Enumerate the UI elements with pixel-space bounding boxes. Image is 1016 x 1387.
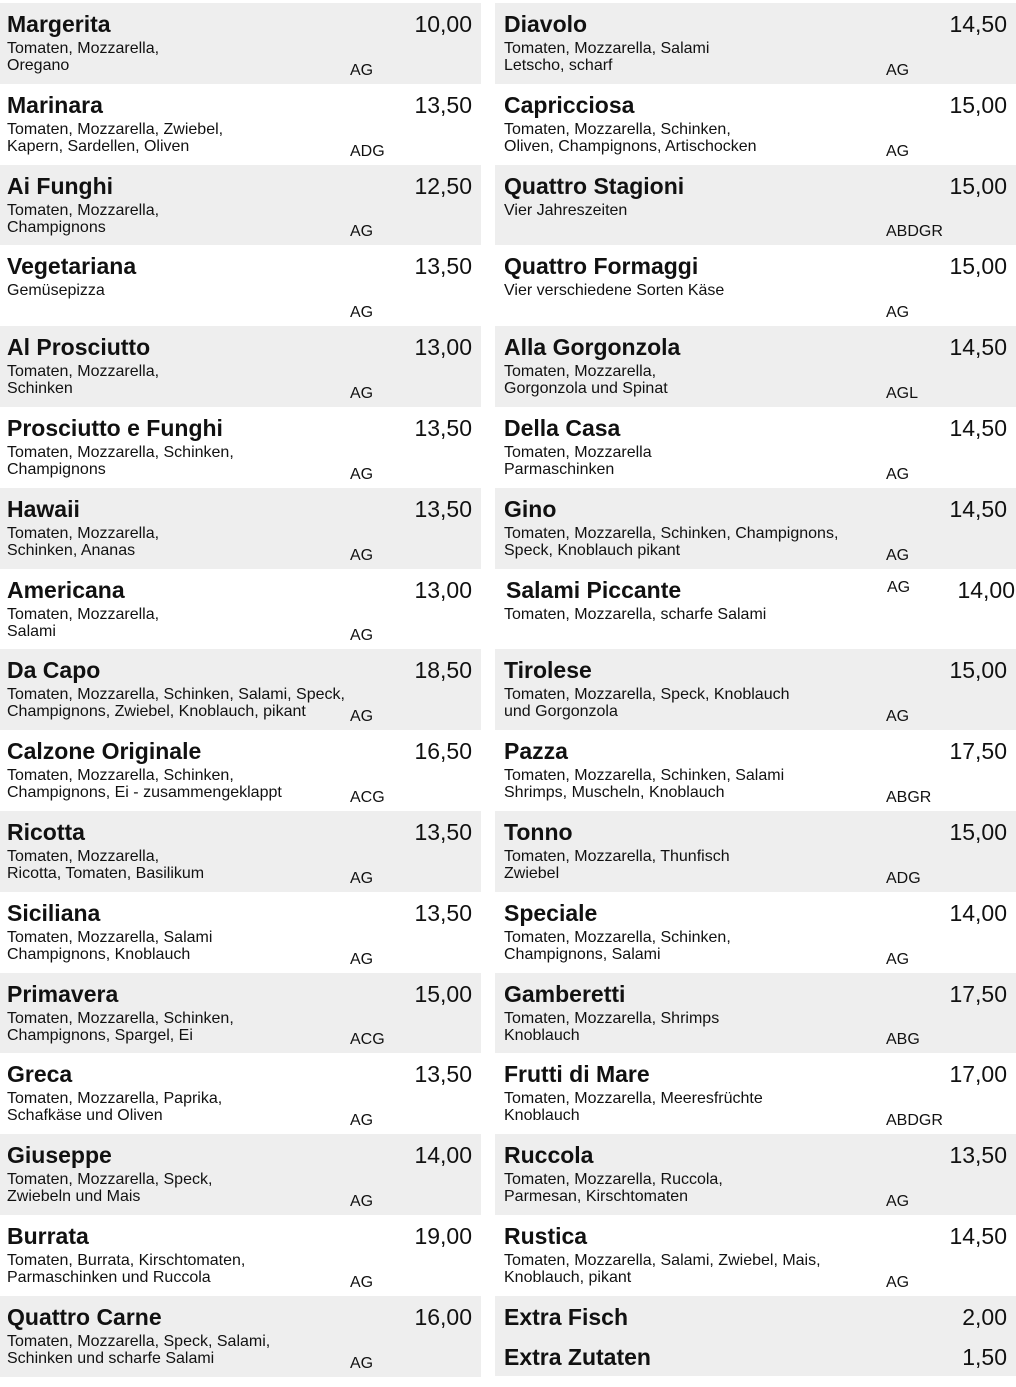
menu-item	[0, 488, 481, 569]
item-price: 17,50	[949, 738, 1007, 765]
item-allergen-code: AG	[350, 546, 374, 564]
item-description: Tomaten, Mozzarella, Schinken, Salami Shrimps, Muscheln, Knoblauch	[504, 767, 785, 802]
menu-column-right	[495, 3, 1016, 1387]
item-price: 13,50	[414, 414, 472, 441]
item-price: 13,50	[414, 91, 472, 118]
item-price: 14,00	[957, 576, 1015, 603]
item-description: Tomaten, Mozzarella, Salami Champignons, Knoblauch	[7, 928, 213, 963]
item-description: Tomaten, Mozzarella, Oregano	[7, 40, 160, 74]
item-allergen-code: ABDGR	[886, 223, 943, 241]
item-allergen-code: ACG	[350, 1031, 385, 1049]
extra-item	[495, 1336, 1016, 1376]
item-price: 10,00	[414, 11, 472, 37]
item-description: Tomaten, Mozzarella, Schinken, Champignons, Ei - zusammengeklappt	[7, 767, 282, 802]
item-price: 15,00	[949, 657, 1007, 684]
item-name: Pazza	[504, 738, 568, 765]
item-price: 14,50	[949, 11, 1007, 37]
item-name: Gamberetti	[504, 980, 626, 1007]
item-allergen-code: AGL	[886, 384, 919, 402]
item-description: Tomaten, Mozzarella, Shrimps Knoblauch	[504, 1009, 720, 1044]
item-name: Margerita	[7, 11, 111, 37]
extra-price: 2,00	[962, 1303, 1007, 1330]
item-price: 13,00	[414, 576, 472, 603]
item-allergen-code: ABG	[886, 1031, 920, 1049]
item-allergen-code: AG	[350, 223, 374, 241]
item-price: 14,50	[949, 414, 1007, 441]
item-description: Tomaten, Mozzarella, Paprika, Schafkäse und Oliven	[7, 1090, 223, 1125]
menu-item	[0, 730, 481, 811]
item-description: Gemüsepizza	[7, 282, 105, 300]
item-allergen-code: AG	[886, 708, 910, 726]
item-name: Capricciosa	[504, 91, 635, 118]
menu-item	[495, 488, 1016, 569]
item-name: Giuseppe	[7, 1142, 112, 1169]
item-price: 15,00	[949, 253, 1007, 280]
item-price: 16,00	[414, 1303, 472, 1330]
item-price: 14,50	[949, 334, 1007, 361]
item-description: Tomaten, Mozzarella, Schinken, Champignons, Salami	[504, 928, 731, 963]
item-name: Da Capo	[7, 657, 101, 684]
item-allergen-code: AG	[350, 304, 374, 322]
item-allergen-code: AG	[886, 142, 910, 160]
item-allergen-code: AG	[350, 1354, 374, 1372]
menu-item	[495, 165, 1016, 246]
item-allergen-code: AG	[886, 950, 910, 968]
menu-column-left	[0, 3, 481, 1387]
menu-item	[0, 973, 481, 1054]
item-description: Tomaten, Mozzarella, Salami, Zwiebel, Mais, Knoblauch, pikant	[504, 1251, 821, 1286]
item-description: Tomaten, Mozzarella, Schinken, Salami, Speck, Champignons, Zwiebel, Knoblauch, pikant	[7, 686, 345, 721]
menu-item	[495, 245, 1016, 326]
item-allergen-code: AG	[350, 384, 374, 402]
item-name: Quattro Stagioni	[504, 172, 685, 199]
item-price: 14,00	[414, 1142, 472, 1169]
item-description: Tomaten, Mozzarella, Meeresfrüchte Knoblauch	[504, 1090, 763, 1125]
item-allergen-code: AG	[886, 465, 910, 483]
item-name: Della Casa	[504, 414, 621, 441]
item-name: Tonno	[504, 818, 573, 845]
item-name: Ruccola	[504, 1142, 594, 1169]
item-allergen-code: ADG	[886, 869, 921, 887]
menu-item	[495, 811, 1016, 892]
item-price: 13,50	[414, 1061, 472, 1088]
menu-item	[495, 649, 1016, 730]
item-price: 19,00	[414, 1222, 472, 1249]
item-description: Tomaten, Mozzarella, Schinken, Champignons, Spargel, Ei	[7, 1009, 234, 1044]
item-price: 13,50	[414, 253, 472, 280]
item-allergen-code: AG	[887, 578, 911, 596]
item-price: 14,50	[949, 495, 1007, 522]
item-description: Tomaten, Mozzarella, Speck, Knoblauch und Gorgonzola	[504, 686, 790, 721]
item-name: Siciliana	[7, 899, 101, 926]
item-price: 16,50	[414, 738, 472, 765]
extra-item	[495, 1296, 1016, 1336]
item-description: Tomaten, Mozzarella, scharfe Salami	[504, 605, 767, 623]
item-name: Salami Piccante	[506, 576, 682, 603]
item-name: Quattro Formaggi	[504, 253, 699, 280]
menu-item	[0, 1134, 481, 1215]
extra-name: Extra Fisch	[504, 1303, 628, 1330]
item-allergen-code: ACG	[350, 788, 385, 806]
item-name: Speciale	[504, 899, 598, 926]
item-description: Vier verschiedene Sorten Käse	[504, 282, 725, 300]
item-name: Ai Funghi	[7, 172, 114, 199]
item-description: Tomaten, Mozzarella, Speck, Salami, Schinken und scharfe Salami	[7, 1332, 271, 1367]
item-name: Al Prosciutto	[7, 334, 151, 361]
item-price: 13,50	[414, 899, 472, 926]
item-description: Tomaten, Mozzarella, Speck, Zwiebeln und Mais	[7, 1171, 213, 1206]
item-price: 17,00	[949, 1061, 1007, 1088]
extra-price: 1,50	[962, 1343, 1007, 1370]
item-price: 17,50	[949, 980, 1007, 1007]
menu-item	[495, 892, 1016, 973]
item-price: 13,00	[414, 334, 472, 361]
item-price: 15,00	[949, 818, 1007, 845]
item-name: Frutti di Mare	[504, 1061, 650, 1088]
item-name: Greca	[7, 1061, 73, 1088]
item-description: Tomaten, Mozzarella, Schinken, Champignons	[7, 443, 234, 478]
menu-item	[0, 326, 481, 407]
item-description: Tomaten, Mozzarella, Ricotta, Tomaten, Basilikum	[7, 847, 205, 882]
item-allergen-code: AG	[886, 1273, 910, 1291]
item-description: Tomaten, Mozzarella, Champignons	[7, 201, 160, 236]
item-allergen-code: AG	[350, 465, 374, 483]
item-price: 13,50	[414, 495, 472, 522]
item-allergen-code: AG	[350, 1273, 374, 1291]
item-allergen-code: AG	[350, 950, 374, 968]
item-name: Alla Gorgonzola	[504, 334, 681, 361]
menu-item	[0, 892, 481, 973]
item-allergen-code: AG	[886, 304, 910, 322]
item-name: Calzone Originale	[7, 738, 202, 765]
menu-item	[0, 407, 481, 488]
item-description: Tomaten, Mozzarella, Salami	[7, 605, 160, 640]
menu-item	[0, 245, 481, 326]
menu-item	[495, 1215, 1016, 1296]
item-description: Tomaten, Mozzarella Parmaschinken	[504, 443, 652, 478]
item-allergen-code: AG	[886, 546, 910, 564]
item-description: Tomaten, Mozzarella, Salami Letscho, scharf	[504, 40, 710, 74]
item-price: 15,00	[949, 172, 1007, 199]
item-name: Americana	[7, 576, 125, 603]
item-price: 13,50	[949, 1142, 1007, 1169]
menu-item	[0, 1215, 481, 1296]
item-allergen-code: ADG	[350, 142, 385, 160]
extra-name: Extra Zutaten	[504, 1343, 651, 1370]
item-name: Ricotta	[7, 818, 85, 845]
menu-item	[495, 1053, 1016, 1134]
item-price: 15,00	[414, 980, 472, 1007]
menu-item	[0, 649, 481, 730]
item-price: 14,00	[949, 899, 1007, 926]
item-name: Primavera	[7, 980, 119, 1007]
item-price: 12,50	[414, 172, 472, 199]
menu-item	[495, 3, 1016, 84]
item-name: Rustica	[504, 1222, 588, 1249]
menu-item	[0, 84, 481, 165]
item-name: Diavolo	[504, 11, 588, 37]
item-name: Quattro Carne	[7, 1303, 162, 1330]
menu-item	[0, 165, 481, 246]
item-name: Burrata	[7, 1222, 89, 1249]
item-name: Prosciutto e Funghi	[7, 414, 223, 441]
item-description: Tomaten, Mozzarella, Gorgonzola und Spinat	[504, 363, 668, 398]
item-description: Tomaten, Mozzarella, Zwiebel, Kapern, Sardellen, Oliven	[7, 120, 224, 155]
menu-item	[0, 1296, 481, 1377]
item-name: Tirolese	[504, 657, 592, 684]
item-allergen-code: ABDGR	[886, 1112, 943, 1130]
menu-item	[495, 326, 1016, 407]
item-allergen-code: AG	[886, 1192, 910, 1210]
item-description: Tomaten, Mozzarella, Schinken, Oliven, Champignons, Artischocken	[504, 120, 757, 155]
item-allergen-code: AG	[886, 61, 910, 79]
item-price: 18,50	[414, 657, 472, 684]
item-name: Gino	[504, 495, 557, 522]
item-price: 14,50	[949, 1222, 1007, 1249]
menu-item	[0, 569, 481, 650]
item-description: Tomaten, Burrata, Kirschtomaten, Parmaschinken und Ruccola	[7, 1251, 246, 1286]
item-name: Vegetariana	[7, 253, 137, 280]
item-description: Tomaten, Mozzarella, Ruccola, Parmesan, Kirschtomaten	[504, 1171, 723, 1206]
menu-item	[0, 811, 481, 892]
menu-item	[495, 730, 1016, 811]
item-allergen-code: AG	[350, 869, 374, 887]
item-allergen-code: AG	[350, 1192, 374, 1210]
item-description: Tomaten, Mozzarella, Schinken, Champignons, Speck, Knoblauch pikant	[504, 524, 839, 559]
item-price: 15,00	[949, 91, 1007, 118]
item-description: Tomaten, Mozzarella, Thunfisch Zwiebel	[504, 847, 730, 882]
item-allergen-code: AG	[350, 61, 374, 79]
item-description: Vier Jahreszeiten	[504, 201, 628, 219]
item-allergen-code: ABGR	[886, 788, 932, 806]
item-allergen-code: AG	[350, 1112, 374, 1130]
item-price: 13,50	[414, 818, 472, 845]
item-description: Tomaten, Mozzarella, Schinken	[7, 363, 160, 398]
menu-item	[0, 1053, 481, 1134]
menu-item	[495, 1134, 1016, 1215]
menu-item	[495, 569, 1016, 650]
menu-item	[0, 3, 481, 84]
item-name: Hawaii	[7, 495, 80, 522]
menu-item	[495, 973, 1016, 1054]
item-allergen-code: AG	[350, 627, 374, 645]
menu-item	[495, 84, 1016, 165]
item-name: Marinara	[7, 91, 103, 118]
menu-item	[495, 407, 1016, 488]
item-allergen-code: AG	[350, 708, 374, 726]
item-description: Tomaten, Mozzarella, Schinken, Ananas	[7, 524, 160, 559]
